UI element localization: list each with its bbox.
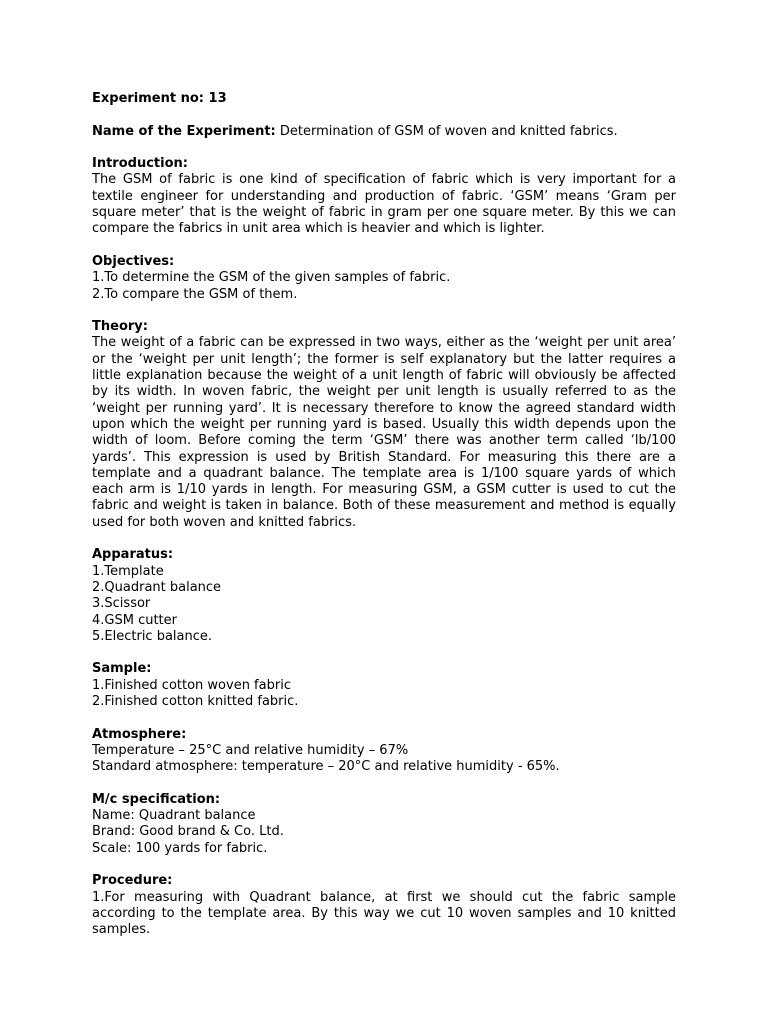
atmosphere-item: Standard atmosphere: temperature – 20°C and relative humidity - 65%. (92, 759, 560, 775)
apparatus-item: 4.GSM cutter (92, 612, 178, 628)
introduction-heading: Introduction: (92, 156, 188, 172)
experiment-name-value: Determination of GSM of woven and knitted fabrics. (275, 123, 618, 139)
sample-item: 2.Finished cotton knitted fabric. (92, 693, 299, 709)
apparatus-item: 5.Electric balance. (92, 628, 213, 644)
experiment-number: Experiment no: 13 (92, 91, 227, 106)
procedure-text: 1.For measuring with Quadrant balance, at first we should cut the fabric sample according to the template area. By this way we cut 10 woven samples and 10 knitted samples. (92, 889, 676, 938)
experiment-name-label: Name of the Experiment: (92, 123, 276, 139)
introduction-text: The GSM of fabric is one kind of specification of fabric which is very important for a textile engineer for understanding and production of fabric. ‘GSM’ means ‘Gram per square meter’ that is the weight of fabric in gram per one square meter. By this we can compare the fabrics in unit area which is heavier and which is lighter. (92, 172, 676, 237)
mc-specification-heading: M/c specification: (92, 791, 221, 807)
procedure-heading: Procedure: (92, 873, 173, 889)
theory-text: The weight of a fabric can be expressed in two ways, either as the ‘weight per unit area’ or the ‘weight per unit length’; the former is self explanatory but the latter requires a little explanation because the weight of a unit length of fabric will obviously be affected by its width. In woven fabric, the weight per unit length is usually referred to as the ‘weight per running yard’. It is necessary therefore to know the agreed standard width upon which the weight per running yard is based. Usually this width depends upon the width of loom. Before coming the term ‘GSM’ there was another term called ‘lb/100 yards’. This expression is used by British Standard. For measuring this there are a template and a quadrant balance. The template area is 1/100 square yards of which each arm is 1/10 yards in length. For measuring GSM, a GSM cutter is used to cut the fabric and weight is taken in balance. Both of these measurement and method is equally used for both woven and knitted fabrics. (92, 335, 676, 530)
apparatus-item: 2.Quadrant balance (92, 579, 222, 595)
apparatus-heading: Apparatus: (92, 547, 174, 563)
mc-specification-item: Scale: 100 yards for fabric. (92, 840, 268, 856)
objective-item: 1.To determine the GSM of the given samples of fabric. (92, 270, 451, 286)
objectives-heading: Objectives: (92, 253, 175, 269)
theory-heading: Theory: (92, 319, 148, 335)
sample-heading: Sample: (92, 661, 152, 677)
atmosphere-item: Temperature – 25°C and relative humidity – 67% (92, 742, 409, 758)
document-page (92, 91, 676, 938)
experiment-name (92, 124, 676, 140)
apparatus-item: 1.Template (92, 563, 164, 579)
apparatus-item: 3.Scissor (92, 596, 151, 612)
atmosphere-heading: Atmosphere: (92, 726, 187, 742)
objective-item: 2.To compare the GSM of them. (92, 286, 298, 302)
mc-specification-item: Name: Quadrant balance (92, 808, 256, 824)
sample-item: 1.Finished cotton woven fabric (92, 677, 291, 693)
mc-specification-item: Brand: Good brand & Co. Ltd. (92, 824, 284, 840)
